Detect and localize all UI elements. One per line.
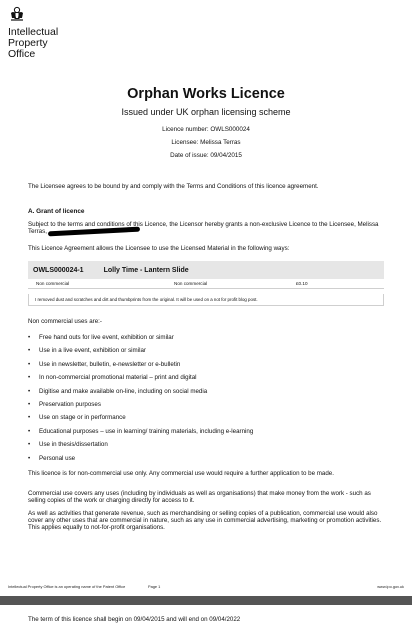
uses-list xyxy=(28,331,384,465)
licence-item-note: I removed dust and scratches and dirt and thumbprints from the original. It will be used on a not for profit blog post. xyxy=(28,294,384,306)
document-subtitle: Issued under UK orphan licensing scheme xyxy=(121,107,291,117)
list-item: • Preservation purposes xyxy=(28,400,101,408)
list-item: • Use in a live event, exhibition or similar xyxy=(28,347,146,355)
list-item: • Educational purposes – use in learning/ training materials, including e-learning xyxy=(28,427,254,435)
list-item: • Use in thesis/dissertation xyxy=(28,441,108,449)
document-title: Orphan Works Licence xyxy=(127,86,285,102)
logo-line-3: Office xyxy=(8,48,36,60)
licensed-material-table xyxy=(28,261,384,306)
list-item: • Free hand outs for live event, exhibition or similar xyxy=(28,334,174,341)
licence-item-header xyxy=(28,261,384,279)
commercial-definition-paragraph: Commercial use covers any uses (including by individuals as well as organisations) that make money from the work - such as selling copies of the work or charging directly for access to it. xyxy=(28,490,371,505)
grant-text: Subject to the terms and conditions of this Licence, the Licensor hereby grants a non-exclusive Licence to the Licensee, Melissa Terras, xyxy=(28,221,379,236)
redaction-mark xyxy=(48,227,140,237)
list-item: • Use on stage or in performance xyxy=(28,414,126,422)
logo-line-2: Property xyxy=(8,37,48,49)
licence-item-id: OWLS000024-1 xyxy=(33,266,84,274)
licence-row-fee: £0.10 xyxy=(296,281,308,286)
list-item: • Digitise and make available on-line, including on social media xyxy=(28,387,208,395)
grant-paragraph xyxy=(28,221,384,235)
royal-crest-icon xyxy=(9,6,25,22)
page-separator xyxy=(0,596,412,605)
list-item: • In non-commercial promotional material – print and digital xyxy=(28,374,197,382)
footer-note: Intellectual Property Office is an operating name of the Patent Office xyxy=(8,584,126,589)
licence-row-type: Non commercial xyxy=(36,281,70,286)
licence-number: Licence number: OWLS000024 xyxy=(162,126,250,133)
licensee: Licensee: Melissa Terras xyxy=(171,139,241,146)
commercial-extra-paragraph: As well as activities that generate revenue, such as merchandising or selling copies of a publication, commercial use would also cover any other uses that are commercial in nature, such as any use in commercial advertising, marketing or promotion activities. This applies equally to not-for-profit organisations. xyxy=(28,510,382,532)
list-item: • Personal use xyxy=(28,454,76,462)
licence-item-name: Lolly Time - Lantern Slide xyxy=(103,266,189,274)
list-item: • Use in newsletter, bulletin, e-newsletter or e-bulletin xyxy=(28,360,181,368)
intro-paragraph: The Licensee agrees to be bound by and comply with the Terms and Conditions of this licence agreement. xyxy=(28,183,319,190)
document-page-2 xyxy=(0,605,412,636)
ipo-logo xyxy=(8,6,88,60)
logo-line-1: Intellectual xyxy=(8,26,59,38)
term-paragraph: The term of this licence shall begin on 09/04/2015 and will end on 09/04/2022 xyxy=(28,616,241,623)
uses-heading: Non commercial uses are:- xyxy=(28,318,102,325)
agreement-paragraph: This Licence Agreement allows the Licensee to use the Licensed Material in the following ways: xyxy=(28,245,290,252)
date-of-issue: Date of issue: 09/04/2015 xyxy=(170,152,242,159)
grant-heading: A. Grant of licence xyxy=(28,208,85,215)
licence-row-use: Non commercial xyxy=(174,281,208,286)
footer-url: www.ipo.gov.uk xyxy=(377,584,404,589)
footer-page-number: Page 1 xyxy=(148,584,161,589)
noncommercial-paragraph: This licence is for non-commercial use only. Any commercial use would require a further application to be made. xyxy=(28,470,334,477)
licence-item-row xyxy=(28,279,384,289)
